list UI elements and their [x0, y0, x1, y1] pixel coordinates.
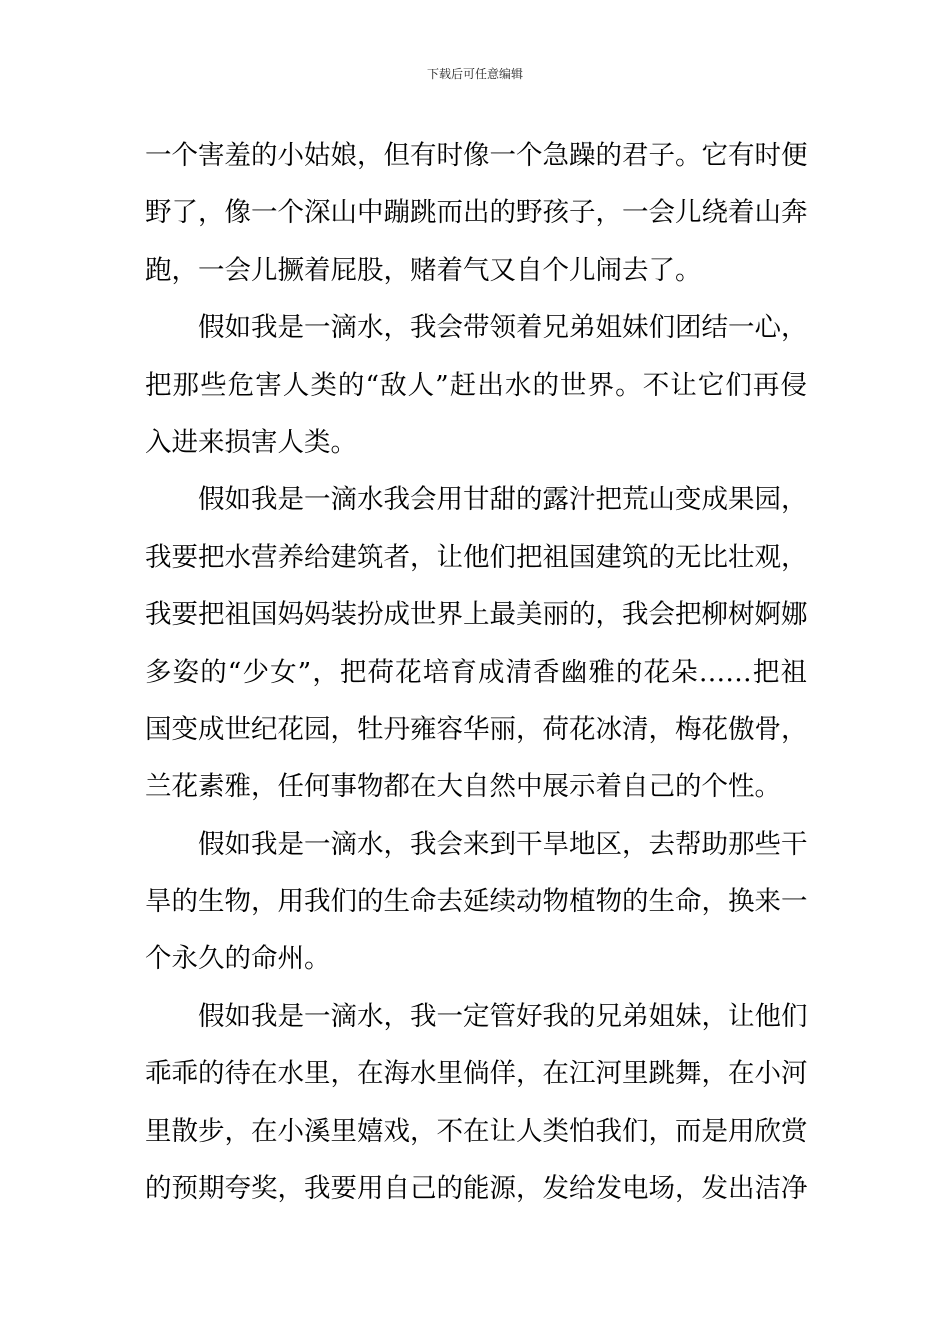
- text-line: 兰花素雅，任何事物都在大自然中展示着自己的个性。: [145, 771, 781, 803]
- text-line: 跑，一会儿撅着屁股，赌着气又自个儿闹去了。: [145, 254, 702, 286]
- text-line: 我要把水营养给建筑者，让他们把祖国建筑的无比壮观，: [145, 541, 807, 573]
- text-line: 假如我是一滴水，我会来到干旱地区，去帮助那些干: [198, 828, 807, 860]
- text-line: 旱的生物，用我们的生命去延续动物植物的生命，换来一: [145, 886, 807, 918]
- text-line: 假如我是一滴水，我会带领着兄弟姐妹们团结一心，: [198, 312, 807, 344]
- text-line: 国变成世纪花园，牡丹雍容华丽，荷花冰清，梅花傲骨，: [145, 713, 807, 745]
- text-line: 假如我是一滴水，我一定管好我的兄弟姐妹，让他们: [198, 1000, 807, 1032]
- text-line: 入进来损害人类。: [145, 426, 357, 458]
- text-line: 把那些危害人类的“敌人”赶出水的世界。不让它们再侵: [145, 369, 807, 401]
- document-body: [145, 127, 807, 1217]
- text-line: 多姿的“少女”，把荷花培育成清香幽雅的花朵……把祖: [145, 656, 807, 688]
- text-line: 我要把祖国妈妈装扮成世界上最美丽的，我会把柳树婀娜: [145, 599, 807, 631]
- paragraph-4: [145, 816, 807, 988]
- text-line: 一个害羞的小姑娘，但有时像一个急躁的君子。它有时便: [145, 140, 807, 171]
- text-line: 乖乖的待在水里，在海水里倘佯，在江河里跳舞，在小河: [145, 1058, 807, 1090]
- text-line: 假如我是一滴水我会用甘甜的露汁把荒山变成果园，: [198, 484, 807, 516]
- paragraph-3: [145, 471, 807, 815]
- text-line: 的预期夸奖，我要用自己的能源，发给发电场，发出洁净: [145, 1173, 807, 1205]
- text-line: 野了，像一个深山中蹦跳而出的野孩子，一会儿绕着山奔: [145, 197, 807, 229]
- paragraph-5: [145, 988, 807, 1218]
- paragraph-1: [145, 127, 807, 299]
- text-line: 里散步，在小溪里嬉戏，不在让人类怕我们，而是用欣赏: [145, 1115, 807, 1147]
- text-line: 个永久的命州。: [145, 943, 331, 975]
- page-header: 下载后可任意编辑: [426, 67, 523, 81]
- paragraph-2: [145, 299, 807, 471]
